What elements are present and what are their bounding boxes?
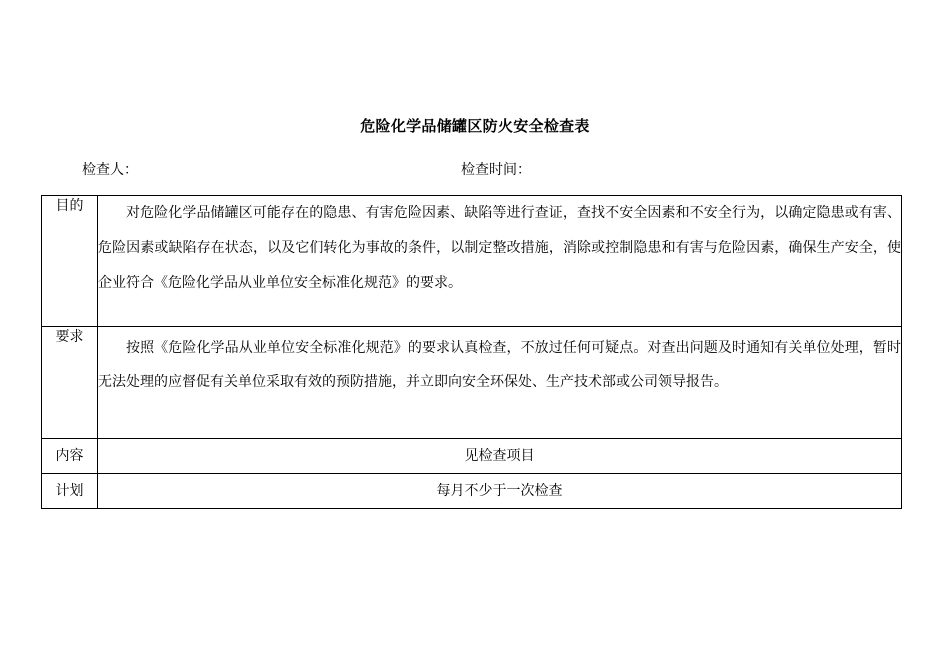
purpose-text: 对危险化学品储罐区可能存在的隐患、有害危险因素、缺陷等进行查证，查找不安全因素和不安全行为，以确定隐患或有害、危险因素或缺陷存在状态，以及它们转化为事故的条件，以制定整改措施，消除或控制隐患和有害与危险因素，确保生产安全，使企业符合《危险化学品从业单位安全标准化规范》的要求。 [98, 196, 902, 327]
plan-text: 每月不少于一次检查 [98, 474, 902, 509]
inspection-time-label: 检查时间： [461, 162, 531, 178]
document-title: 危险化学品储罐区防火安全检查表 [360, 117, 590, 135]
plan-label: 计划 [42, 474, 98, 509]
content-text: 见检查项目 [98, 439, 902, 474]
inspector-label: 检查人： [82, 162, 138, 178]
table-row-requirements [42, 327, 902, 439]
table-row-plan [42, 474, 902, 509]
table-row-purpose [42, 196, 902, 327]
requirements-label: 要求 [42, 327, 98, 439]
content-label: 内容 [42, 439, 98, 474]
purpose-label: 目的 [42, 196, 98, 327]
table-row-content [42, 439, 902, 474]
requirements-text: 按照《危险化学品从业单位安全标准化规范》的要求认真检查，不放过任何可疑点。对查出问题及时通知有关单位处理，暂时无法处理的应督促有关单位采取有效的预防措施，并立即向安全环保处、生产技术部或公司领导报告。 [98, 327, 902, 439]
inspection-table [41, 195, 902, 509]
